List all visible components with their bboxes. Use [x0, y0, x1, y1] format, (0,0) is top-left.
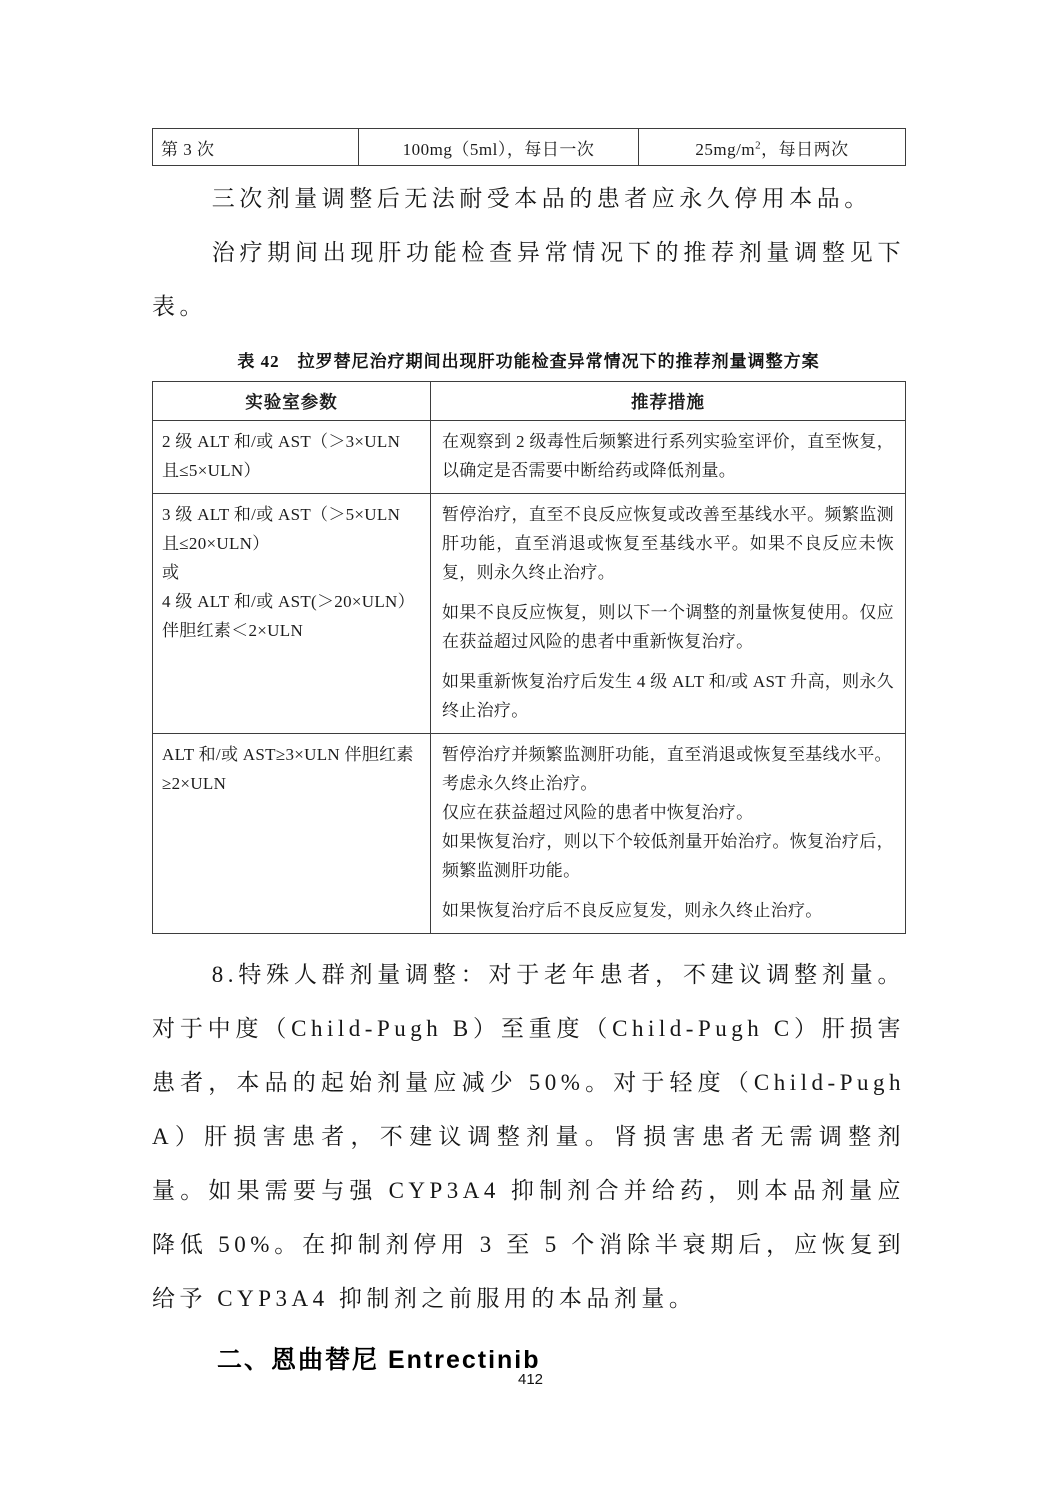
section-heading-entrectinib: 二、恩曲替尼 Entrectinib [217, 1346, 541, 1374]
page-content [152, 128, 905, 1376]
table-cell-param: 2 级 ALT 和/或 AST（＞3×ULN 且≤5×ULN） [153, 421, 431, 494]
dose-bsa-cell: $25mg/m^2$，每日两次 [639, 129, 906, 166]
table-row [153, 734, 906, 934]
dose-row-label: 第 3 次 [153, 129, 359, 166]
table-cell-param: ALT 和/或 AST≥3×ULN 伴胆红素≥2×ULN [153, 734, 431, 934]
paragraph-special-populations: 8.特殊人群剂量调整：对于老年患者，不建议调整剂量。对于中度（Child-Pugh B）至重度（Child-Pugh C）肝损害患者，本品的起始剂量应减少 50%。对于轻度（Child-Pugh A）肝损害患者，不建议调整剂量。肾损害患者无需调整剂量。如果需要与强 CYP3A4 抑制剂合并给药，则本品剂量应降低 50%。在抑制剂停用 3 至 5 个消除半衰期后，应恢复到给予 CYP3A4 抑制剂之前服用的本品剂量。 [152, 962, 905, 1311]
table-cell-measure: 暂停治疗，直至不良反应恢复或改善至基线水平。频繁监测肝功能，直至消退或恢复至基线水平。如果不良反应未恢复，则永久终止治疗。 如果不良反应恢复，则以下一个调整的剂量恢复使用。仅应在获益超过风险的患者中重新恢复治疗。 如果重新恢复治疗后发生 4 级 ALT 和/或 AST 升高，则永久终止治疗。 [431, 494, 906, 734]
dose-table-continued [152, 128, 906, 166]
page-number: 412 [517, 1371, 544, 1388]
table-42 [152, 381, 906, 934]
superscript-2: 2 [755, 138, 762, 151]
column-header-lab-parameter: 实验室参数 [153, 382, 431, 421]
table-header-row [153, 382, 906, 421]
dose-oral-solution-cell: 100mg（5ml），每日一次 [359, 129, 639, 166]
table-row [153, 129, 906, 166]
paragraph-see-table-below: 治疗期间出现肝功能检查异常情况下的推荐剂量调整见下表。 [152, 240, 905, 319]
table-cell-measure: 暂停治疗并频繁监测肝功能，直至消退或恢复至基线水平。 考虑永久终止治疗。 仅应在获益超过风险的患者中恢复治疗。 如果恢复治疗，则以下个较低剂量开始治疗。恢复治疗后，频繁监测肝功能。 如果恢复治疗后不良反应复发，则永久终止治疗。 [431, 734, 906, 934]
table-42-caption: 表 42 拉罗替尼治疗期间出现肝功能检查异常情况下的推荐剂量调整方案 [237, 352, 820, 371]
paragraph-permanent-discontinue: 三次剂量调整后无法耐受本品的患者应永久停用本品。 [211, 186, 872, 211]
table-row [153, 421, 906, 494]
table-cell-measure: 在观察到 2 级毒性后频繁进行系列实验室评价，直至恢复，以确定是否需要中断给药或降低剂量。 [431, 421, 906, 494]
table-cell-param: 3 级 ALT 和/或 AST（＞5×ULN 且≤20×ULN） 或 4 级 ALT 和/或 AST(＞20×ULN）伴胆红素＜2×ULN [153, 494, 431, 734]
table-row [153, 494, 906, 734]
column-header-recommended-measures: 推荐措施 [431, 382, 906, 421]
